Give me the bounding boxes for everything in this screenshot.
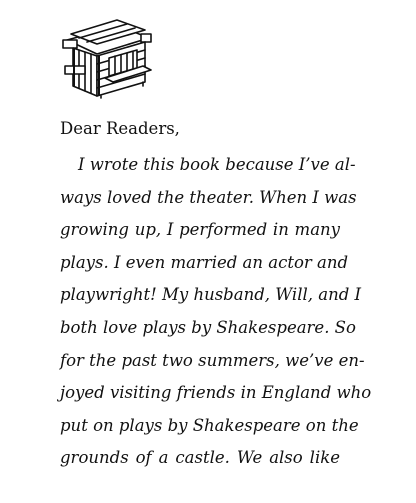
body-line: playwright! My husband, Will, and I xyxy=(60,285,362,305)
body-line: growing up, I performed in many xyxy=(60,220,340,240)
body-line: grounds of a castle. We also like xyxy=(60,448,340,468)
body-line: plays. I even married an actor and xyxy=(60,252,349,272)
body-line: ways loved the theater. When I was xyxy=(60,187,357,207)
letter-body xyxy=(60,154,372,480)
body-line: I wrote this book because I’ve al- xyxy=(78,155,356,174)
body-line: put on plays by Shakespeare on the xyxy=(60,415,359,435)
body-line: joyed visiting friends in England who xyxy=(60,383,372,403)
salutation: Dear Readers, xyxy=(60,119,180,138)
body-line: for the past two summers, we’ve en- xyxy=(60,350,365,370)
body-line: both love plays by Shakespeare. So xyxy=(60,317,356,337)
wooden-theater-booth-icon xyxy=(57,12,155,98)
